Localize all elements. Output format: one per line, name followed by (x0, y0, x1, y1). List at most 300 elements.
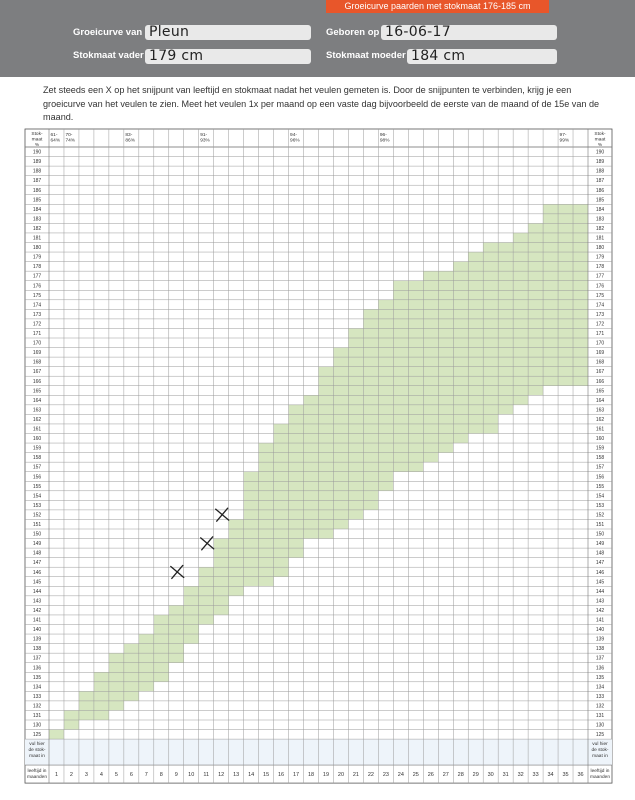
band-cell (513, 300, 528, 310)
percentile-label: 96% (290, 138, 300, 144)
band-cell (423, 424, 438, 434)
band-cell (79, 701, 94, 711)
height-label-right: 176 (595, 283, 605, 290)
band-cell (289, 519, 304, 529)
band-cell (423, 453, 438, 463)
stokmaat-entry-cell[interactable] (319, 740, 333, 765)
height-label-right: 164 (595, 397, 605, 404)
height-label-right: 134 (595, 684, 605, 691)
band-cell (378, 405, 393, 415)
month-label: 31 (502, 772, 509, 779)
band-cell (378, 309, 393, 319)
band-cell (289, 548, 304, 558)
band-cell (363, 462, 378, 472)
band-cell (453, 395, 468, 405)
band-cell (363, 348, 378, 358)
band-cell (154, 653, 169, 663)
height-label-left: 187 (32, 178, 42, 185)
height-label-right: 178 (595, 264, 605, 271)
height-label-right: 142 (595, 607, 605, 614)
band-cell (289, 443, 304, 453)
band-cell (558, 328, 573, 338)
height-label-left: 164 (32, 397, 42, 404)
band-cell (289, 414, 304, 424)
band-cell (333, 510, 348, 520)
band-cell (348, 367, 363, 377)
band-cell (558, 348, 573, 358)
height-label-left: 154 (32, 493, 42, 500)
height-label-right: 189 (595, 159, 605, 166)
stokmaat-entry-cell[interactable] (199, 740, 213, 765)
band-cell (333, 434, 348, 444)
band-cell (438, 348, 453, 358)
month-label: 6 (129, 772, 133, 779)
band-cell (378, 348, 393, 358)
band-cell (543, 376, 558, 386)
height-label-right: 162 (595, 416, 605, 423)
stokmaat-vader-value: 179 cm (149, 48, 204, 64)
band-cell (319, 405, 334, 415)
band-cell (483, 309, 498, 319)
band-cell (393, 290, 408, 300)
height-label-left: 140 (32, 627, 42, 634)
height-label-right: 160 (595, 436, 605, 443)
height-label-left: 168 (32, 359, 42, 366)
band-cell (304, 519, 319, 529)
stokmaat-entry-cell[interactable] (109, 740, 123, 765)
band-cell (378, 319, 393, 329)
stokmaat-entry-cell[interactable] (154, 740, 168, 765)
band-cell (543, 328, 558, 338)
band-cell (408, 453, 423, 463)
height-label-right: 186 (595, 187, 605, 194)
height-label-left: 125 (32, 732, 42, 739)
band-cell (124, 663, 139, 673)
band-cell (289, 434, 304, 444)
header-corner-label: % (34, 143, 40, 148)
band-cell (528, 319, 543, 329)
band-cell (483, 395, 498, 405)
height-label-left: 165 (32, 388, 42, 395)
band-cell (363, 443, 378, 453)
band-cell (304, 500, 319, 510)
band-cell (169, 615, 184, 625)
band-cell (229, 586, 244, 596)
band-cell (154, 672, 169, 682)
band-cell (393, 376, 408, 386)
band-cell (453, 271, 468, 281)
band-cell (468, 300, 483, 310)
band-cell (124, 672, 139, 682)
band-cell (378, 338, 393, 348)
band-cell (363, 481, 378, 491)
percentile-label: 64% (50, 138, 61, 144)
height-label-left: 182 (32, 225, 42, 232)
height-label-left: 159 (32, 445, 42, 452)
height-label-right: 150 (595, 531, 605, 538)
band-cell (468, 367, 483, 377)
band-cell (528, 357, 543, 367)
stokmaat-entry-cell[interactable] (424, 740, 438, 765)
band-cell (259, 481, 274, 491)
stokmaat-entry-cell[interactable] (289, 740, 303, 765)
band-cell (393, 434, 408, 444)
height-label-left: 132 (32, 703, 42, 710)
band-cell (438, 395, 453, 405)
stokmaat-entry-cell[interactable] (334, 740, 348, 765)
entry-row-label-left: vul hier (29, 742, 45, 748)
height-label-right: 180 (595, 245, 605, 252)
band-cell (348, 414, 363, 424)
band-cell (438, 271, 453, 281)
stokmaat-entry-cell[interactable] (454, 740, 468, 765)
stokmaat-entry-cell[interactable] (499, 740, 513, 765)
stokmaat-entry-cell[interactable] (214, 740, 228, 765)
band-cell (229, 567, 244, 577)
band-cell (468, 252, 483, 262)
band-cell (408, 376, 423, 386)
stokmaat-entry-cell[interactable] (484, 740, 498, 765)
band-cell (348, 443, 363, 453)
band-cell (304, 414, 319, 424)
band-cell (214, 605, 229, 615)
band-cell (528, 281, 543, 291)
band-cell (408, 462, 423, 472)
height-label-left: 139 (32, 636, 42, 643)
band-cell (513, 281, 528, 291)
band-cell (214, 577, 229, 587)
stokmaat-vader-label: Stokmaat vader (73, 50, 144, 61)
height-label-left: 144 (32, 588, 42, 595)
band-cell (319, 481, 334, 491)
band-cell (274, 548, 289, 558)
band-cell (184, 634, 199, 644)
band-cell (528, 376, 543, 386)
stokmaat-entry-cell[interactable] (244, 740, 258, 765)
height-label-right: 149 (595, 541, 605, 548)
band-cell (543, 271, 558, 281)
band-cell (304, 453, 319, 463)
instructions-text: Zet steeds een X op het snijpunt van leeftijd en stokmaat nadat het veulen gemeten is. Door de snijpunten te verbinden, krijg je een groeicurve van het veulen te zien. Meet het veulen 1x per maand op een vaste dag bijvoorbeeld de eerste van de maand of de 15e van de maand. (43, 85, 600, 122)
band-cell (558, 300, 573, 310)
stokmaat-entry-cell[interactable] (409, 740, 423, 765)
band-cell (408, 414, 423, 424)
band-cell (139, 653, 154, 663)
band-cell (483, 405, 498, 415)
band-cell (468, 414, 483, 424)
band-cell (94, 672, 109, 682)
stokmaat-entry-cell[interactable] (50, 740, 64, 765)
band-cell (528, 309, 543, 319)
age-row-label-left: maanden (26, 775, 48, 781)
stokmaat-entry-cell[interactable] (169, 740, 183, 765)
band-cell (543, 338, 558, 348)
band-cell (94, 701, 109, 711)
band-cell (319, 519, 334, 529)
band-cell (333, 443, 348, 453)
band-cell (438, 443, 453, 453)
band-cell (274, 539, 289, 549)
band-cell (543, 252, 558, 262)
stokmaat-entry-cell[interactable] (79, 740, 93, 765)
band-cell (408, 281, 423, 291)
band-cell (528, 233, 543, 243)
band-cell (363, 376, 378, 386)
band-cell (558, 309, 573, 319)
band-cell (558, 271, 573, 281)
stokmaat-entry-cell[interactable] (94, 740, 108, 765)
band-cell (483, 357, 498, 367)
stokmaat-entry-cell[interactable] (274, 740, 288, 765)
band-cell (453, 290, 468, 300)
band-cell (438, 434, 453, 444)
month-label: 5 (114, 772, 118, 779)
height-label-left: 178 (32, 264, 42, 271)
height-label-left: 151 (32, 522, 42, 529)
band-cell (348, 500, 363, 510)
band-cell (319, 376, 334, 386)
height-label-right: 188 (595, 168, 605, 175)
band-cell (573, 348, 588, 358)
band-cell (378, 462, 393, 472)
height-label-left: 134 (32, 684, 42, 691)
height-label-left: 162 (32, 416, 42, 423)
header-corner-label: Stok- (594, 132, 606, 137)
band-cell (468, 348, 483, 358)
band-cell (468, 338, 483, 348)
band-cell (229, 519, 244, 529)
band-cell (498, 367, 513, 377)
band-cell (498, 386, 513, 396)
band-cell (109, 672, 124, 682)
band-cell (244, 567, 259, 577)
height-label-right: 181 (595, 235, 605, 242)
band-cell (453, 434, 468, 444)
band-cell (184, 586, 199, 596)
band-cell (393, 386, 408, 396)
stokmaat-entry-cell[interactable] (349, 740, 363, 765)
band-cell (363, 328, 378, 338)
header-corner-label: maat (594, 137, 606, 143)
stokmaat-entry-cell[interactable] (559, 740, 573, 765)
band-cell (423, 386, 438, 396)
band-cell (393, 414, 408, 424)
height-label-left: 190 (32, 149, 42, 156)
band-cell (363, 424, 378, 434)
band-cell (558, 243, 573, 253)
band-cell (498, 395, 513, 405)
stokmaat-entry-cell[interactable] (529, 740, 543, 765)
stokmaat-entry-cell[interactable] (229, 740, 243, 765)
month-label: 34 (547, 772, 554, 779)
band-cell (423, 367, 438, 377)
band-cell (438, 300, 453, 310)
height-label-left: 153 (32, 502, 42, 509)
band-cell (289, 510, 304, 520)
band-cell (333, 453, 348, 463)
band-cell (408, 443, 423, 453)
height-label-left: 130 (32, 722, 42, 729)
band-cell (199, 596, 214, 606)
band-cell (483, 243, 498, 253)
band-cell (124, 682, 139, 692)
title-banner: Groeicurve paarden met stokmaat 176-185 cm (326, 0, 549, 13)
stokmaat-entry-cell[interactable] (184, 740, 198, 765)
band-cell (468, 290, 483, 300)
band-cell (169, 653, 184, 663)
band-cell (513, 357, 528, 367)
band-cell (453, 281, 468, 291)
band-cell (438, 281, 453, 291)
band-cell (348, 328, 363, 338)
band-cell (274, 453, 289, 463)
band-cell (573, 300, 588, 310)
height-label-left: 170 (32, 340, 42, 347)
month-label: 33 (532, 772, 539, 779)
height-label-left: 189 (32, 159, 42, 166)
month-label: 26 (427, 772, 434, 779)
stokmaat-entry-cell[interactable] (379, 740, 393, 765)
stokmaat-entry-cell[interactable] (394, 740, 408, 765)
band-cell (498, 309, 513, 319)
band-cell (528, 290, 543, 300)
height-label-left: 142 (32, 607, 42, 614)
band-cell (289, 529, 304, 539)
height-label-left: 181 (32, 235, 42, 242)
band-cell (498, 376, 513, 386)
band-cell (393, 357, 408, 367)
height-label-left: 184 (32, 206, 42, 213)
band-cell (483, 386, 498, 396)
height-label-right: 185 (595, 197, 605, 204)
band-cell (64, 720, 79, 730)
band-cell (513, 367, 528, 377)
band-cell (573, 357, 588, 367)
band-cell (528, 367, 543, 377)
band-cell (244, 539, 259, 549)
month-label: 8 (159, 772, 163, 779)
height-label-right: 137 (595, 655, 605, 662)
band-cell (513, 233, 528, 243)
band-cell (319, 434, 334, 444)
stokmaat-entry-cell[interactable] (64, 740, 78, 765)
band-cell (244, 500, 259, 510)
height-label-right: 183 (595, 216, 605, 223)
band-cell (214, 539, 229, 549)
stokmaat-entry-cell[interactable] (259, 740, 273, 765)
band-cell (558, 223, 573, 233)
band-cell (319, 414, 334, 424)
band-cell (438, 309, 453, 319)
band-cell (348, 472, 363, 482)
band-cell (169, 634, 184, 644)
header-corner-label: maat (31, 137, 43, 143)
band-cell (304, 529, 319, 539)
band-cell (453, 386, 468, 396)
band-cell (408, 309, 423, 319)
height-label-right: 155 (595, 483, 605, 490)
band-cell (319, 386, 334, 396)
band-cell (453, 376, 468, 386)
height-label-right: 182 (595, 225, 605, 232)
band-cell (483, 262, 498, 272)
band-cell (513, 348, 528, 358)
height-label-right: 179 (595, 254, 605, 261)
band-cell (498, 338, 513, 348)
band-cell (408, 434, 423, 444)
band-cell (483, 290, 498, 300)
band-cell (438, 376, 453, 386)
band-cell (543, 233, 558, 243)
band-cell (483, 376, 498, 386)
percentile-label: 96- (379, 133, 387, 138)
stokmaat-entry-cell[interactable] (574, 740, 588, 765)
height-label-left: 163 (32, 407, 42, 414)
band-cell (543, 319, 558, 329)
stokmaat-entry-cell[interactable] (439, 740, 453, 765)
band-cell (333, 386, 348, 396)
stokmaat-entry-cell[interactable] (469, 740, 483, 765)
band-cell (423, 338, 438, 348)
band-cell (438, 424, 453, 434)
month-label: 10 (188, 772, 195, 779)
band-cell (453, 414, 468, 424)
band-cell (453, 367, 468, 377)
band-cell (513, 243, 528, 253)
entry-row-label-left: de stok- (28, 748, 46, 754)
band-cell (498, 243, 513, 253)
entry-row-label-right: maat in (592, 754, 608, 760)
stokmaat-entry-cell[interactable] (364, 740, 378, 765)
month-label: 3 (84, 772, 88, 779)
band-cell (423, 414, 438, 424)
band-cell (453, 328, 468, 338)
stokmaat-entry-cell[interactable] (124, 740, 138, 765)
height-label-right: 174 (595, 302, 605, 309)
band-cell (573, 223, 588, 233)
band-cell (393, 367, 408, 377)
entry-row-label-left: maat in (29, 754, 45, 760)
band-cell (408, 300, 423, 310)
header-corner-label: % (597, 143, 603, 148)
band-cell (244, 529, 259, 539)
band-cell (274, 558, 289, 568)
stokmaat-entry-cell[interactable] (139, 740, 153, 765)
band-cell (244, 519, 259, 529)
height-label-left: 175 (32, 292, 42, 299)
height-label-left: 148 (32, 550, 42, 557)
height-label-right: 151 (595, 522, 605, 529)
stokmaat-entry-cell[interactable] (544, 740, 558, 765)
band-cell (483, 424, 498, 434)
band-cell (49, 730, 64, 740)
month-label: 20 (337, 772, 345, 779)
stokmaat-entry-cell[interactable] (514, 740, 528, 765)
height-label-right: 154 (595, 493, 605, 500)
band-cell (408, 405, 423, 415)
band-cell (453, 262, 468, 272)
band-cell (558, 233, 573, 243)
band-cell (109, 653, 124, 663)
band-cell (573, 309, 588, 319)
band-cell (259, 462, 274, 472)
band-cell (363, 453, 378, 463)
band-cell (573, 243, 588, 253)
stokmaat-entry-cell[interactable] (304, 740, 318, 765)
band-cell (214, 567, 229, 577)
band-cell (348, 338, 363, 348)
band-cell (79, 691, 94, 701)
